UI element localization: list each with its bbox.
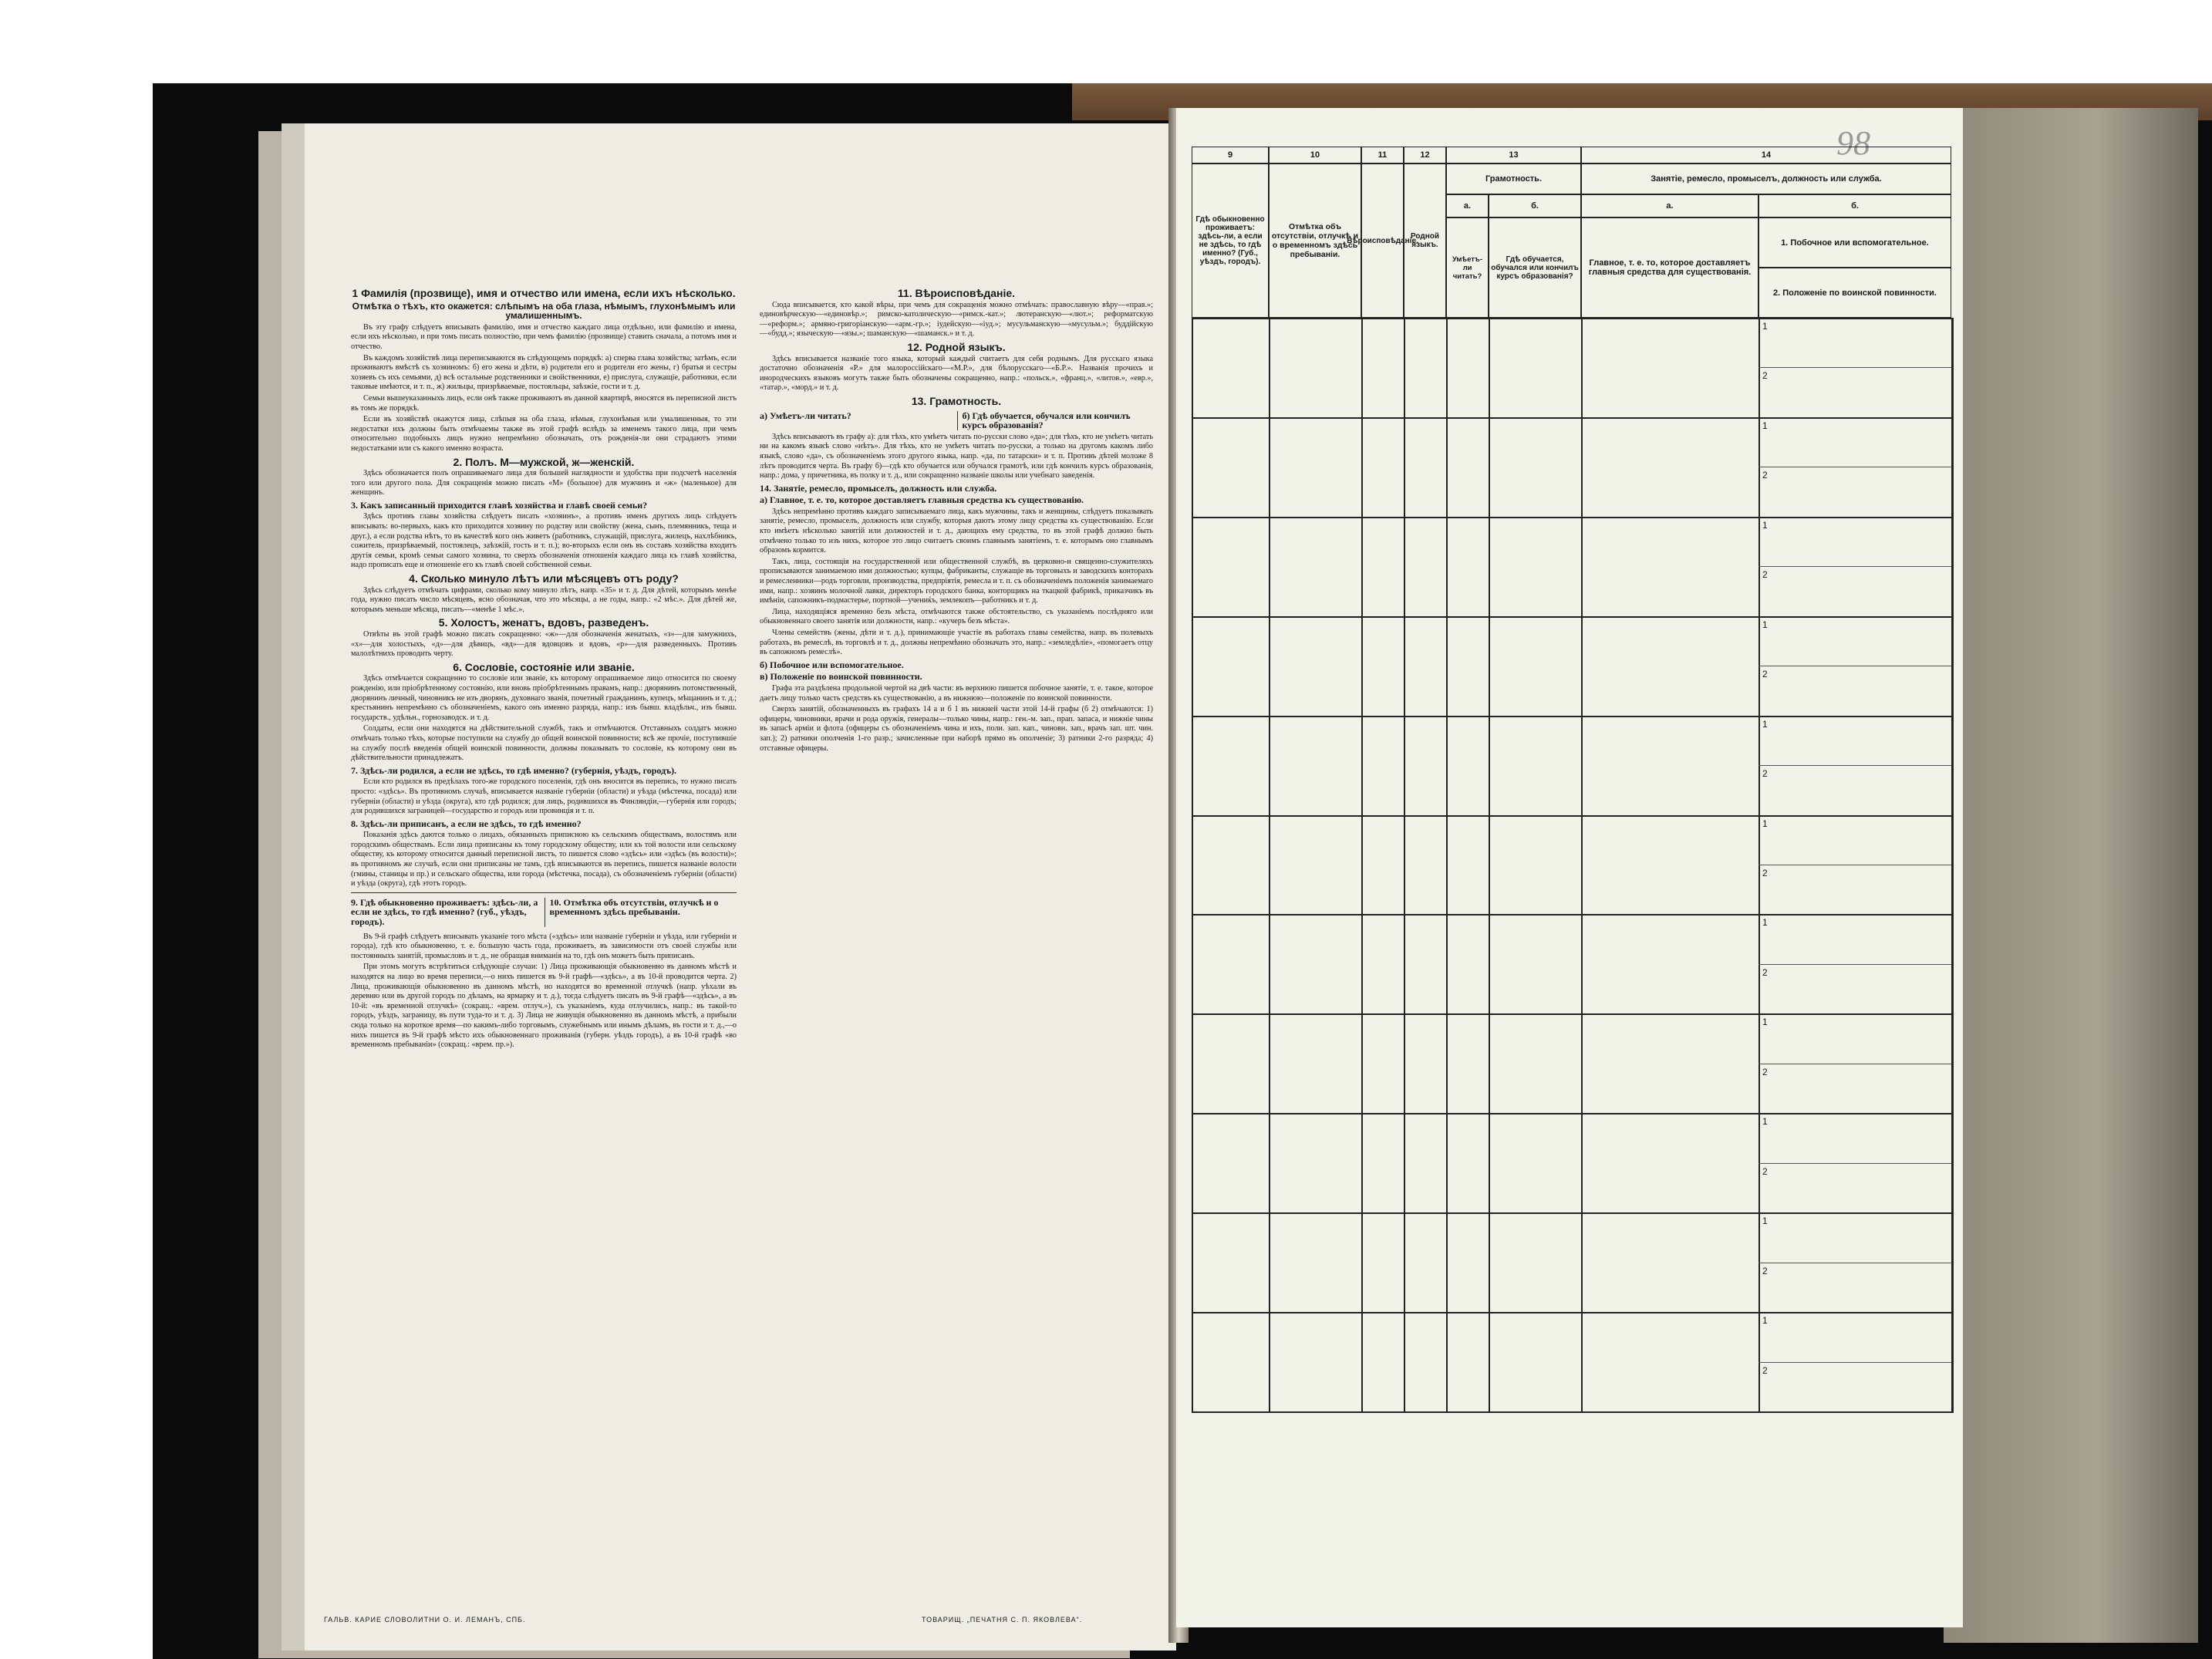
section-heading: б) Гдѣ обучается, обучался или кончилъ курсъ образованія? — [957, 411, 1154, 430]
row-subnumber: 1 — [1762, 420, 1768, 431]
header-occupation-b-mark: б. — [1758, 194, 1951, 217]
header-education-place: Гдѣ обучается, обучался или кончилъ курсъ образованія? — [1489, 217, 1581, 318]
row-subnumber: 2 — [1762, 669, 1768, 680]
table-row-rule — [1192, 517, 1954, 518]
section-heading: в) Положеніе по воинской повинности. — [760, 671, 922, 683]
instructions-column-2 — [760, 285, 1153, 755]
paragraph: Если въ хозяйствѣ окажутся лица, слѣпыя на оба глаза, нѣмыя, глухонѣмыя или умалишенныя, то эти недостатки ихъ должны быть отмѣчаемы также въ этой графѣ вслѣдъ за именемъ такого лица, при чемъ относительно подобныхъ лицъ нужно непремѣнно обозначать, отъ рожденія-ли они страдаютъ этими недостатками или съ какого именно возраста. — [351, 415, 737, 453]
section-heading: а) Главное, т. е. то, которое доставляетъ главныя средства къ существованію. — [760, 494, 1084, 506]
table-subrow-rule — [1758, 765, 1951, 766]
paragraph: Здѣсь отмѣчается сокращенно то сословіе или званіе, къ которому опрашиваемое лицо относится по своему рожденію, или пріобрѣтенному состоянію, или вновь пріобрѣтеннымъ правамъ, напр.: дворянинъ потомственный, дворянинъ личный, чиновникъ не изъ дворянъ, духовнаго званія, почетный гражданинъ, купецъ, мѣщанинъ и т. д.; крестьянинъ непремѣнно съ обозначеніемъ, какого онъ именно разряда, напр.: изъ бывш. владѣльч., изъ бывш. государств., удѣльн., горнозаводск. и т. д. — [351, 674, 737, 722]
header-absence-note: Отмѣтка объ отсутствіи, отлучкѣ и о временномъ здѣсь пребываніи. — [1269, 164, 1361, 318]
paragraph: Здѣсь непремѣнно противъ каждаго записываемаго лица, какъ мужчины, такъ и женщины, слѣдуетъ показывать занятіе, ремесло, промыселъ, должность или службу, которыя даютъ этому лицу средства къ существованію. Если кто имѣетъ нѣсколько занятій или должностей и т. д., дающихъ ему средства, то въ этой графѣ должно быть отмѣчено только то изъ нихъ, которое это лицо считаетъ своимъ главнымъ занятіемъ, т. е. которымъ оно главнымъ образомъ кормится. — [760, 507, 1153, 555]
paragraph: Отвѣты въ этой графѣ можно писать сокращенно: «ж»—для обозначенія женатыхъ, «з»—для замужнихъ, «х»—для холостыхъ, «д»—для дѣвицъ, «вд»—для вдовцовъ и вдовъ, «р»—для разведенныхъ. Противъ малолѣтнихъ проводить черту. — [351, 630, 737, 659]
paragraph: Здѣсь вписывается названіе того языка, который каждый считаетъ для себя роднымъ. Для русскаго языка достаточно обозначенія «Р.» для малороссійскаго—«М.Р.», для бѣлорусскаго—«Б.Р.». Названія прочихъ и инородческихъ языковъ могутъ также быть обозначены сокращенно, напр.: «польск.», «франц.», «литов.», «евр.», «татар.», «морд.» и т. д. — [760, 354, 1153, 393]
section-heading: 12. Родной языкъ. — [907, 340, 1006, 353]
section-heading: а) Умѣетъ-ли читать? — [760, 410, 851, 421]
paragraph: Лица, находящіяся временно безъ мѣста, отмѣчаются также обстоятельство, съ указаніемъ послѣдняго или обыкновеннаго своего занятія или должности, напр.: «кучеръ безъ мѣста». — [760, 607, 1153, 626]
census-table — [1176, 108, 1963, 1627]
section-subheading: Отмѣтка о тѣхъ, кто окажется: слѣпымъ на оба глаза, нѣмымъ, глухонѣмымъ или умалишеннымъ. — [352, 300, 736, 322]
row-subnumber: 2 — [1762, 470, 1768, 481]
header-secondary-occupation: 1. Побочное или вспомогательное. — [1758, 217, 1951, 268]
table-bottom-rule — [1192, 1411, 1954, 1413]
header-main-occupation: Главное, т. е. то, которое доставляетъ главныя средства для существованія. — [1581, 217, 1758, 318]
printer-imprint-right: ТОВАРИЩ. „ПЕЧАТНЯ С. П. ЯКОВЛЕВА“. — [922, 1616, 1083, 1624]
table-column-rule — [1361, 318, 1363, 1411]
header-occupation-a-mark: а. — [1581, 194, 1758, 217]
table-column-rule — [1951, 318, 1954, 1411]
paragraph: Здѣсь противъ главы хозяйства слѣдуетъ писать «хозяинъ», а противъ именъ другихъ лицъ слѣдуетъ вписывать: во-первыхъ, какъ кто приходится хозяину по родству или свойству (жена, сынъ, племянникъ, теща и друг.), а если родства нѣтъ, то въ качествѣ кого онъ живетъ (работникъ, служащій, прислуга, жилецъ, нахлѣбникъ, сожитель, призрѣваемый, постоялецъ, заѣзжій, гость и т. п.); во-вторыхъ если онъ въ составъ хозяйства входитъ другія семьи, кромѣ семьи самого хозяина, то сверхъ обозначенія отношенія каждаго лица къ главѣ хозяйства, надо прописать еще и отношеніе его къ главѣ своей собственной семьи. — [351, 512, 737, 570]
table-row-rule — [1192, 716, 1954, 717]
table-column-rule — [1446, 318, 1448, 1411]
row-subnumber: 1 — [1762, 718, 1768, 730]
paragraph: Члены семействъ (жены, дѣти и т. д.), принимающіе участіе въ работахъ главы семейства, напр. въ полевыхъ работахъ, въ ремеслѣ, въ торговлѣ и т. д., должны непремѣнно обозначать это, напр.: «земледѣліе», «помогаетъ отцу въ сапожномъ ремеслѣ». — [760, 629, 1153, 657]
table-subrow-rule — [1758, 1362, 1951, 1363]
paragraph: Въ эту графу слѣдуетъ вписывать фамилію, имя и отчество каждаго лица отдѣльно, или фамилію и имена, если ихъ нѣсколько, и при томъ писать полностію, при чемъ фамилію (прозвище) ставить сначала, а потомъ имя и отчество. — [351, 322, 737, 351]
paragraph: Сверхъ занятій, обозначенныхъ въ графахъ 14 а и б 1 въ нижней части этой 14-й графы (б 2) отмѣчаются: 1) офицеры, чиновники, врачи и рода оружія, генералы—только чины, напр.: ген.-м. зап., прап. запаса, и нижніе чины въ запасѣ арміи и флота (офицеры съ обозначеніемъ чина и ихъ, поли. зап. кап., чиновн. зап., врачъ зап. шт. чин. зап.); 2) ратники ополченія 1-го разр.; зачисленные при наборѣ прямо въ ополченіе; 3) ратники 2-го разряда; 4) отставные офицеры. — [760, 705, 1153, 753]
header-literacy: Грамотность. — [1446, 164, 1581, 194]
section-heading: 1 Фамилія (прозвище), имя и отчество или имена, если ихъ нѣсколько. — [352, 287, 736, 299]
row-subnumber: 1 — [1762, 619, 1768, 630]
section-heading: 2. Полъ. М—мужской, ж—женскій. — [453, 455, 635, 468]
section-heading: 8. Здѣсь-ли приписанъ, а если не здѣсь, то гдѣ именно? — [351, 818, 582, 829]
col-number-9: 9 — [1192, 147, 1269, 164]
col-number-14: 14 — [1581, 147, 1951, 164]
row-subnumber: 1 — [1762, 818, 1768, 829]
instructions-column-1 — [351, 285, 737, 1052]
row-subnumber: 2 — [1762, 1066, 1768, 1077]
paragraph: Въ каждомъ хозяйствѣ лица переписываются въ слѣдующемъ порядкѣ: а) сперва глава хозяйства; затѣмъ, если проживаютъ вмѣстѣ съ хозяиномъ: б) его жена и дѣти, в) родители его и родители его жены, г) братья и сестры хозяевъ съ ихъ семьями, д) всѣ остальные родственники и свойственники, е) прислуга, служащіе, работники, если таковые имѣются, и т. п., ж) жильцы, призрѣваемые, постояльцы, заѣзжіе, гости и т. д. — [351, 353, 737, 392]
table-row-rule — [1192, 1312, 1954, 1313]
row-subnumber: 2 — [1762, 569, 1768, 581]
header-native-language: Родной языкъ. — [1404, 164, 1446, 318]
col-number-11: 11 — [1361, 147, 1404, 164]
table-row-rule — [1192, 616, 1954, 618]
left-page — [305, 123, 1176, 1651]
section-heading: 11. Вѣроисповѣданіе. — [897, 287, 1016, 299]
section-heading: 6. Сословіе, состояніе или званіе. — [453, 660, 635, 673]
section-heading: б) Побочное или вспомогательное. — [760, 659, 904, 670]
paragraph: Здѣсь обозначается полъ опрашиваемаго лица для большей наглядности и удобства при подсчетѣ населенія того или другого пола. Для сокращенія можно писать «М» (большое) для мужчинъ и «ж» (маленькое) для женщинъ. — [351, 469, 737, 497]
row-subnumber: 2 — [1762, 768, 1768, 780]
table-row-rule — [1192, 1212, 1954, 1214]
header-can-read: Умѣетъ-ли читать? — [1446, 217, 1489, 318]
section-heading: 10. Отмѣтка объ отсутствіи, отлучкѣ и о временномъ здѣсь пребываніи. — [545, 898, 737, 927]
section-heading: 4. Сколько минуло лѣтъ или мѣсяцевъ отъ роду? — [409, 572, 679, 585]
table-column-rule — [1581, 318, 1583, 1411]
row-subnumber: 2 — [1762, 1364, 1768, 1376]
table-row-rule — [1192, 914, 1954, 915]
header-usual-residence: Гдѣ обыкновенно проживаетъ: здѣсь-ли, а если не здѣсь, то гдѣ именно? (Губ., уѣздъ, городъ). — [1192, 164, 1269, 318]
row-subnumber: 1 — [1762, 917, 1768, 929]
paragraph: Семьи вышеуказанныхъ лицъ, если онѣ также проживаютъ въ данной квартирѣ, вносятся въ переписной листъ въ томъ же порядкѣ. — [351, 393, 737, 413]
right-page-form — [1176, 108, 1963, 1627]
paragraph: Здѣсь слѣдуетъ отмѣчать цифрами, сколько кому минуло лѣтъ, напр. «35» и т. д. Для дѣтей, которымъ менѣе года, нужно писать число мѣсяцевъ, ясно обозначая, что это мѣсяцы, а не годы, напр.: «2 мѣс.». Для дѣтей же, которымъ меньше мѣсяца, писать—«менѣе 1 мѣс.». — [351, 585, 737, 614]
table-row-rule — [1192, 1113, 1954, 1114]
row-subnumber: 1 — [1762, 1216, 1768, 1227]
paragraph: Графа эта раздѣлена продольной чертой на двѣ части: въ верхнюю пишется побочное занятіе, т. е. такое, которое даетъ лицу только часть средствъ къ существованію, а въ нижнюю—положеніе по воинской повинности. — [760, 683, 1153, 703]
page-number: 98 — [1836, 124, 1870, 162]
table-subrow-rule — [1758, 964, 1951, 965]
col-number-12: 12 — [1404, 147, 1446, 164]
row-subnumber: 2 — [1762, 966, 1768, 978]
table-column-rule — [1489, 318, 1490, 1411]
header-literacy-b-mark: б. — [1489, 194, 1581, 217]
row-subnumber: 2 — [1762, 1165, 1768, 1177]
paragraph: Сюда вписывается, кто какой вѣры, при чемъ для сокращенія можно отмѣчать: православную вѣру—«прав.»; единовѣрческую—«единовѣр.»; римско-католическую—«римск.-кат.»; лютеранскую—«лют.»; реформатскую—«реформ.»; армяно-григоріанскую—«арм.-гр.»; іудейскую—«іуд.»; мусульманскую—«мусульм.»; буддійскую—«будд.»; языческую—«язы.»; шаманскую—«шаманск.» и т. д. — [760, 300, 1153, 339]
col-number-13: 13 — [1446, 147, 1581, 164]
table-column-rule — [1404, 318, 1405, 1411]
paragraph: Такъ, лица, состоящія на государственной или общественной службѣ, въ церковно-и священно-служителяхъ прописываются занимаемою ими должностью; купцы, фабриканты, служащіе въ торговыхъ и заводскихъ конторахъ и ремесленники—родъ торговли, производства, предпріятія, ремесла и т. п. съ обозначеніемъ положенія занимаемаго ими, напр.: хозяинъ молочной лавки, директоръ городского банка, конторщикъ на ткацкой фабрикѣ, приказчикъ въ имѣніи, сапожникъ-подмастерье, портной—учениќъ, землекопъ—работникъ и т. д. — [760, 557, 1153, 605]
row-subnumber: 1 — [1762, 1116, 1768, 1128]
table-column-rule — [1269, 318, 1270, 1411]
table-subrow-rule — [1758, 367, 1951, 368]
section-heading: 5. Холостъ, женатъ, вдовъ, разведенъ. — [438, 616, 649, 629]
header-occupation: Занятіе, ремесло, промыселъ, должность или служба. — [1581, 164, 1951, 194]
table-row-rule — [1192, 815, 1954, 817]
header-literacy-a-mark: а. — [1446, 194, 1489, 217]
row-subnumber: 1 — [1762, 1017, 1768, 1028]
section-heading: 13. Грамотность. — [911, 394, 1002, 407]
paragraph: Если кто родился въ предѣлахъ того-же городского поселенія, гдѣ онъ вносится въ перепись, то нужно писать просто: «здѣсь». Въ противномъ случаѣ, вписывается названіе губерніи (области) и уѣзда (мѣстечка, посада) или губерніи (области) и уѣзда (округа), кто гдѣ родился; для лицъ, родившихся въ Финляндіи,—губернія или городъ; для родившихся заграницей—государство и городъ или провинція и т. п. — [351, 777, 737, 816]
section-heading: 9. Гдѣ обыкновенно проживаетъ: здѣсь-ли, а если не здѣсь, то гдѣ именно? (губ., уѣздъ, городъ). — [351, 896, 538, 928]
table-column-rule — [1192, 318, 1193, 1411]
col-number-10: 10 — [1269, 147, 1361, 164]
paragraph: При этомъ могутъ встрѣтиться слѣдующіе случаи: 1) Лица проживающія обыкновенно въ данномъ мѣстѣ и находятся на лицо во время переписи,—о нихъ пишется въ 9-й графѣ—«здѣсь», а въ 10-й проводится черта. 2) Лица, проживающія обыкновенно въ данномъ мѣстѣ, но находятся во временной отлучкѣ (напр. уѣхали въ деревню или въ другой городъ по дѣламъ, на ярмарку и т. д.), тогда слѣдуетъ писать въ 9-й графѣ—«здѣсь», а въ 10-й: «въ временной отлучкѣ» (сокращ.: «врем. отлуч.»), съ указаніемъ, куда отлучились, напр.: въ такой-то городъ, уѣздъ, заграницу, въ пути туда-то и т. д. 3) Лица не живущія обыкновенно въ данномъ мѣстѣ, а прибыли сюда только на короткое время—по какимъ-либо торговымъ, служебнымъ или инымъ дѣламъ, въ гости и т. д.,—о нихъ пишется въ 9-й графѣ мѣсто ихъ обыкновеннаго проживанія (губерн. уѣздъ городъ), а въ 10-й графѣ «во временномъ пребываніи» (сокращ.: «врем. пр.»). — [351, 963, 737, 1050]
paragraph: Солдаты, если они находятся на дѣйствительной службѣ, такъ и отмѣчаются. Отставныхъ солдатъ можно отмѣчать только тѣхъ, которые поступили на службу до общей воинской повинности; всѣ же прочіе, поступившіе на службу послѣ введенія общей воинской повинности, должны показывать то сословіе, къ которому они въ дѣйствительности принадлежатъ. — [351, 724, 737, 763]
paragraph: Показанія здѣсь даются только о лицахъ, обязанныхъ приписною къ сельскимъ обществамъ, волостямъ или городскимъ обществамъ. Если лица приписаны къ тому городскому обществу, или къ той волости или сельскому обществу, къ которому относится данный переписной листъ, то пишется слово «здѣсь» или «здѣсь (въ волости)»; въ противномъ же случаѣ, если они приписаны не тамъ, гдѣ вписываются въ перепись, пишется названіе волости (гмины, станицы и пр.) и сельскаго общества, или города (мѣстечка, посада), съ обозначеніемъ губерніи (области) и уѣзда (округа), гдѣ этотъ городъ. — [351, 831, 737, 889]
header-religion: Вѣроисповѣданіе. — [1361, 164, 1404, 318]
section-heading: 14. Занятіе, ремесло, промыселъ, должность или служба. — [760, 482, 997, 494]
row-subnumber: 2 — [1762, 1265, 1768, 1276]
table-subrow-rule — [1758, 1163, 1951, 1164]
row-subnumber: 1 — [1762, 519, 1768, 531]
row-subnumber: 1 — [1762, 321, 1768, 332]
row-subnumber: 1 — [1762, 1315, 1768, 1327]
paragraph: Въ 9-й графѣ слѣдуетъ вписывать указаніе того мѣста («здѣсь» или названіе губерніи и уѣзда, или губерніи и города), гдѣ кто обыкновенно, т. е. большую часть года, проживаетъ, въ зависимости отъ своей службы или постоянныхъ занятій, промысловъ и т. д., не обращая вниманія на то, гдѣ онъ можетъ быть приписанъ. — [351, 932, 737, 960]
row-subnumber: 2 — [1762, 868, 1768, 878]
table-row-rule — [1192, 318, 1954, 319]
section-heading: 7. Здѣсь-ли родился, а если не здѣсь, то гдѣ именно? (губернія, уѣздъ, городъ). — [351, 764, 677, 776]
section-heading: 3. Какъ записанный приходится главѣ хозяйства и главѣ своей семьи? — [351, 499, 648, 511]
paragraph: Здѣсь вписываютъ въ графу а): для тѣхъ, кто умѣетъ читать по-русски слово «да»; для тѣхъ, кто не умѣетъ читать ни на какомъ языкѣ слово «нѣтъ». Для тѣхъ, кто не умѣетъ читать по-русски, а только на другомъ какомъ либо языкѣ, слово «да», съ обозначеніемъ этого другого языка, напр. «да, по татарски» и т. п. Противъ дѣтей моложе 8 лѣтъ проводится черта. Въ графу б)—гдѣ кто обучается или обучался грамотѣ, или гдѣ кончилъ курсъ образованія, напр.: дома, у причетника, въ полку и т. д., или сокращенно названіе школы или учебнаго заведенія. — [760, 432, 1153, 481]
printer-imprint-left: ГАЛЬВ. КАРИЕ СЛОВОЛИТНИ О. И. ЛЕМАНЪ, СПБ. — [324, 1616, 526, 1624]
table-row-rule — [1192, 417, 1954, 419]
header-military-status: 2. Положеніе по воинской повинности. — [1758, 268, 1951, 318]
row-subnumber: 2 — [1762, 370, 1768, 382]
binder-edge — [1944, 108, 2198, 1643]
table-row-rule — [1192, 1013, 1954, 1015]
table-subrow-rule — [1758, 566, 1951, 567]
